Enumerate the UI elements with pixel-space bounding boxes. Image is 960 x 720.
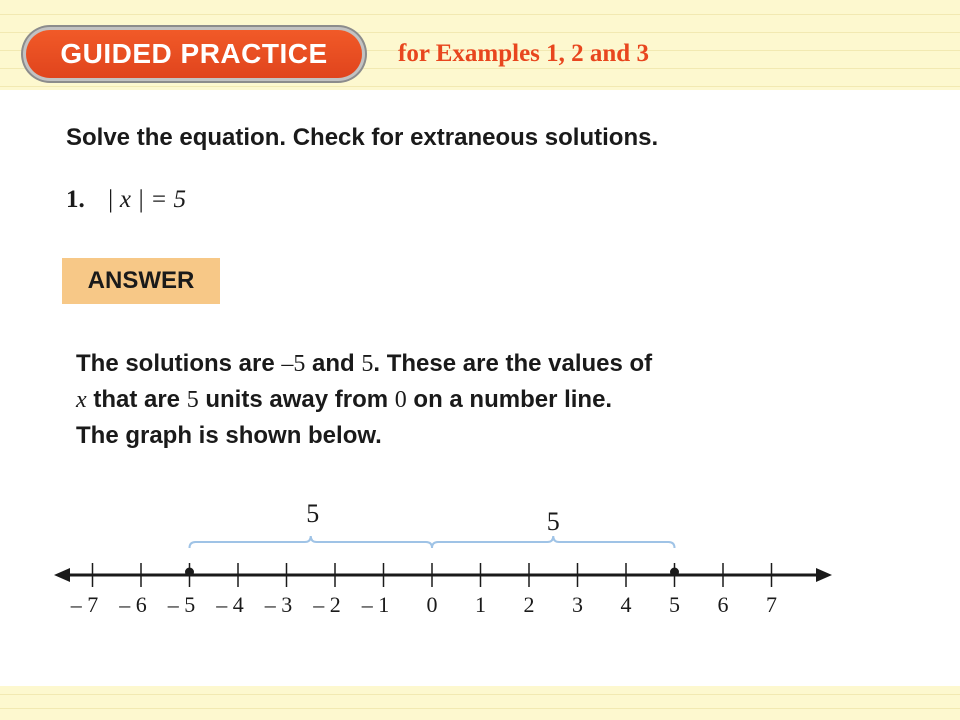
examples-reference: for Examples 1, 2 and 3 [398, 40, 649, 67]
tick-label: 6 [717, 592, 729, 617]
problem-1 [66, 186, 186, 214]
answer-label [62, 258, 220, 304]
guided-practice-badge [26, 30, 362, 78]
tick-label: 0 [426, 592, 438, 617]
tick-label: 4 [620, 592, 632, 617]
tick-label: 3 [572, 592, 583, 617]
solution-point [670, 568, 679, 577]
tick-label: – 7 [70, 592, 99, 617]
tick-label: 7 [766, 592, 777, 617]
solution-point [185, 568, 194, 577]
problem-equation: | x | = 5 [106, 186, 186, 213]
tick-label: 5 [669, 592, 680, 617]
solution-text [76, 346, 896, 454]
right-arrow-icon [816, 568, 832, 582]
number-line-graph [0, 490, 960, 630]
brace-label: 5 [306, 499, 320, 528]
badge-label: GUIDED PRACTICE [60, 38, 328, 69]
footer-band [0, 686, 960, 720]
tick-label: – 4 [216, 592, 244, 617]
solution-line-2: x that are 5 units away from 0 on a number line. [76, 386, 613, 413]
tick-label: – 5 [167, 592, 196, 617]
tick-label: – 1 [361, 592, 390, 617]
tick-label: – 2 [313, 592, 341, 617]
solution-line-3: The graph is shown below. [76, 422, 382, 449]
tick-label: 2 [523, 592, 535, 617]
solution-line-1: The solutions are –5 and 5. These are the values of [76, 350, 653, 377]
problem-number: 1. [66, 186, 85, 213]
left-arrow-icon [54, 568, 70, 582]
distance-brace [190, 536, 433, 548]
tick-label: 1 [475, 592, 486, 617]
tick-label: – 6 [119, 592, 147, 617]
distance-brace [432, 536, 675, 548]
tick-label: – 3 [264, 592, 293, 617]
brace-label: 5 [546, 507, 560, 536]
answer-label-text: ANSWER [87, 267, 195, 294]
instruction-text: Solve the equation. Check for extraneous solutions. [66, 124, 659, 151]
